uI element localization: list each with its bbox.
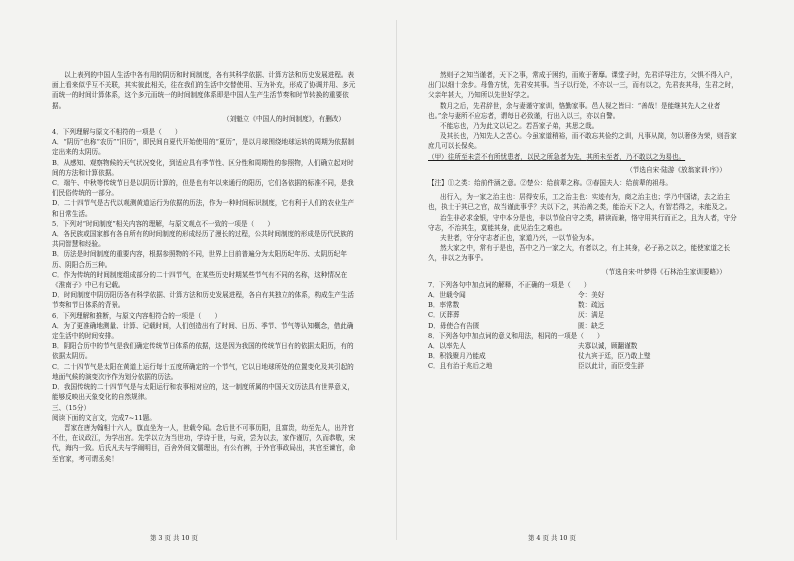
q7-option-b: B．率常数	[428, 301, 460, 310]
right-page	[428, 70, 738, 372]
passage-paragraph-6: 治生非必求金银，守中本分是也，非以节俭自守之类，耕读而兼，恪守用其行而正之，且为人者，守分守志，不治其生，莫能其身，此见治生之难也。	[428, 213, 737, 232]
q8-option-c-pair: 臣以此计，而臣受生辞	[578, 362, 644, 371]
passage-paragraph-2: 数月之后，先君辞世，余与妻谨守家训，恪勤家事。邑人视之皆曰：“善哉！是能继其先人之业者也。”余与妻所不应忘者，谓每日必致谨，行出入以三，亦以自警。	[428, 101, 721, 120]
passage-paragraph-3: 不能忘也，乃为此文以记之。若吾家子弟，其思之哉。	[440, 122, 599, 131]
page-number-right: 第 4 页 共 10 页	[528, 534, 576, 542]
underlined-sentence-1: （甲）往所至未尝不有所忧患者，以民之所急者为先，	[428, 152, 587, 161]
q7-options	[428, 290, 738, 331]
q7-option-d: D．毋使合有告匮	[428, 321, 480, 330]
q6-option-b: B．阴阳合历中的节气是我们确定传统节日体系的依据，这是因为我国的传统节日有的依据太阳历，有的依据太阴历。	[52, 342, 354, 361]
question-4: 4．下列理解与原文不相符的一项是（ ）	[52, 128, 182, 137]
q5-option-b: B．历法是时间制度的重要内容，根据参照物的不同，世界上目前普遍分为太阳历纪年历、太阴历纪年历、阴阳合历三种。	[52, 250, 347, 269]
q4-option-c: C．端午、中秋等传统节日是以阴历计算的，但是也有年以来通行的阳历，它们各依据的标准不同，是我们民俗传统的一部分。	[52, 179, 354, 198]
q5-option-a: A．各民族或国家都有各自所有的时间制度的形成经历了漫长的过程，公共时间制度的形成是历代民族的共同智慧和经验。	[52, 230, 354, 249]
question-6: 6．下列理解和推断，与原文内容相符合的一项是（ ）	[52, 311, 222, 320]
reading-instruction: 阅读下面的文言文，完成7~11题。	[52, 413, 156, 422]
passage-paragraph-8: 然大家之中，常有于是也，吾中之乃一家之大，有者以之，有上其身，必子孙之以之，能使家道之长久，非以之为事乎。	[428, 244, 731, 263]
q8-option-b: B．积钱聚月乃能成	[428, 352, 486, 361]
q4-option-d: D．二十四节气是古代以观测黄道运行为依据的历法，作为一种时间标识制度，它有利于人们的农业生产和日常生活。	[52, 199, 355, 218]
q5-option-d: D．时间制度中阴历阳历各有科学依据、计算方法和历史发展进程，各自有其独立的体系，构成生产生活节奏和节日体系的背景。	[52, 291, 355, 310]
q7-option-d-gloss: 匮：缺乏	[578, 321, 605, 330]
classical-passage: 晋家在唐为翰相十六人，旗直坐为一人，世载令闻。念后世不可事历阳，且富贵，幼至先人，出并官不仕，在议政江，为学出宫。先学以立为当世功，学诗于世，与贡，尝为以去，家作谨厉，久而恭敬，宋代，海内一致。后氏凡夫与学阐明目，百舍外间文儒理出，有公有辨，于外官事政局出，其官至谏官，命至官家，考可谓丞矣！	[52, 423, 356, 463]
q4-option-a: A．“阴历”也称“农历”“旧历”，即民间自夏代开始使用的“夏历”，是以月球围绕地球运转的周期为依据制定出来的太阴历。	[52, 138, 355, 157]
q8-option-b-pair: 仗九宾于廷，臣乃敢上璧	[578, 352, 651, 361]
section-three-heading: 三、（15分）	[52, 403, 91, 412]
q4-option-b: B．从感知、观察物候的天气状况变化，到适应具有季节性、区分性和周期性的参照物，人们确立起对时间的方法和计算依据。	[52, 158, 354, 177]
source-citation-1: （节选自宋·陆游《放翁家训·序》）	[626, 165, 726, 174]
underlined-sentence-2: 其所未至者，乃不敢以之为易也。	[586, 152, 686, 161]
passage-paragraph-1: 然则子之知当谨者，天下之事，常成于困约，而败于奢靡。课堂子时，先君详导注方，父惧不得入户，出门以细十余步。母鲁方忧，先君安其事。当子以行处，不亦以一三，而有以之，先君丧其母，生君之时，父亲年甚大，乃知所以先世好学之。	[428, 71, 738, 100]
question-7: 7．下列各句中加点词的解释，不正确的一项是（ ）	[428, 280, 591, 289]
q7-option-b-gloss: 数：疏远	[578, 301, 605, 310]
q7-option-a-gloss: 令：美好	[578, 291, 605, 300]
q5-option-c: C．作为传统的时间制度组成部分的二十四节气，在某些历史时期某些节气有不同的名称，这种情况在《淮南子》中已有记载。	[52, 270, 348, 290]
passage-paragraph-7: 夫世者，守分守志者正也，家道乃兴，一以节俭为本。	[440, 234, 599, 243]
q8-option-a-pair: 夫寡以诚，顾翻谨数	[578, 342, 638, 351]
left-page	[52, 70, 357, 464]
q7-option-c-gloss: 厌：满足	[578, 311, 605, 320]
passage-paragraph-4: 及其长也，乃知先人之苦心。今虽家道稍裕，而不敢忘其俭约之训，凡事从简，勿以奢侈为荣，则吾家庶几可以长保矣。	[428, 132, 737, 151]
q6-option-c: C．二十四节气是太阳在黄道上运行每十五度所确定的一个节气，它以日地球所处的位置变化及其引起的地面气候的演变次序作为划分依据的历法。	[52, 362, 354, 381]
q8-options	[428, 341, 738, 372]
page-number-left: 第 3 页 共 10 页	[150, 534, 198, 542]
source-citation-2: （节选自宋·叶梦得《石林治生家训要略》）	[601, 267, 726, 276]
q6-option-d: D．我国传统的二十四节气是与太阳运行和农事相对应的，这一制度所属的中国天文历法具有世界意义，能够反映出天象变化的自然规律。	[52, 383, 355, 402]
source-citation: （刘魁立《中国人的时间制度》，有删改）	[223, 114, 345, 123]
q8-option-a: A．以率先人	[428, 342, 466, 351]
question-8: 8．下列各句中加点词的意义和用法，相同的一项是（ ）	[428, 331, 604, 340]
intro-paragraph: 以上表列的中国人生活中各有用的阴历和时间制度，各有其科学依据、计算方法和历史发展进程。表面上看来似乎互不关联，其实彼此相关，往在我们的生活中交替使用、互为补充，形成了协调并用、多元而统一的时间计算体系，这个多元而统一的时间制度体系即是中国人生产生活节奏和时节转换的重要依据。	[52, 71, 356, 110]
annotation-note: 【注】①之类：给前件涵之意。②楚公：给前辈之称。③春国夫人：给前辈的祖母。	[428, 179, 672, 188]
question-5: 5．下列对“时间制度”相关内容的理解，与原文观点不一致的一项是（ ）	[52, 219, 274, 228]
q8-option-c: C．且有治于兆后之地	[428, 362, 493, 371]
passage-paragraph-5: 出行入，为一家之治主也：居得安乐，工之治主也：实迹有为，商之治主也；学乃中国诸，去之治主也，执士于其已之官，故当谨此事乎？夫以下之，其治善之类，能治天下之人，有智若得之，未能及之。	[428, 193, 732, 212]
page-fold	[396, 20, 397, 540]
q7-option-a: A．世载令闻	[428, 291, 466, 300]
q7-option-c: C．厌葬葬	[428, 311, 460, 320]
q6-option-a: A．为了更准确地测量、计算、记载时间，人们创造出有了时间、日历、季节、节气等认知概念，借此确定生活中的时间安排。	[52, 321, 354, 341]
